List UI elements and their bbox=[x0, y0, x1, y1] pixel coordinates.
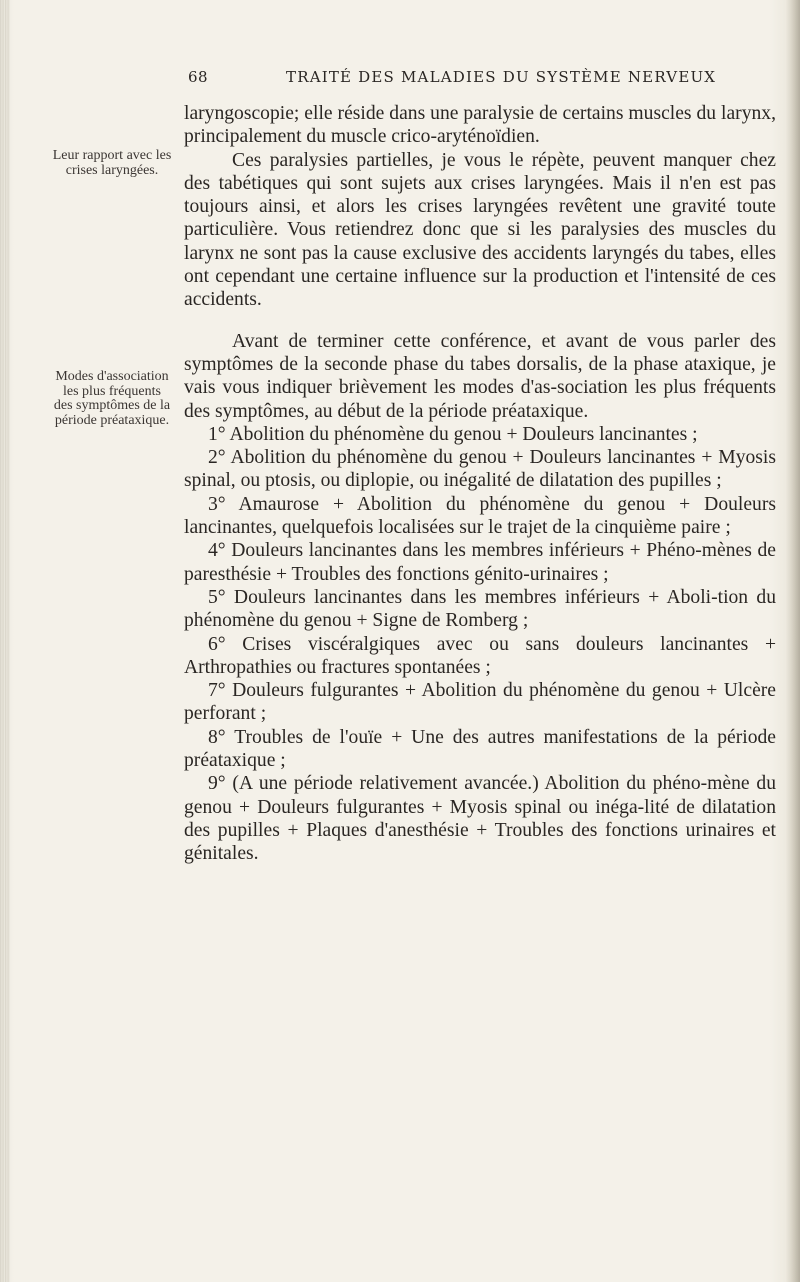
list-item-6: 6° Crises viscéralgiques avec ou sans douleurs lancinantes + Arthropathies ou fractures spontanées ; bbox=[184, 633, 776, 678]
list-item-5: 5° Douleurs lancinantes dans les membres inférieurs + Aboli-tion du phénomène du genou + Signe de Romberg ; bbox=[184, 586, 776, 632]
running-header bbox=[0, 68, 800, 90]
paragraph-continuation: laryngoscopie; elle réside dans une paralysie de certains muscles du larynx, principalement du muscle crico-aryténoïdien. bbox=[184, 103, 776, 148]
list-item-8: 8° Troubles de l'ouïe + Une des autres manifestations de la période préataxique ; bbox=[184, 726, 776, 772]
list-item-4: 4° Douleurs lancinantes dans les membres inférieurs + Phéno-mènes de paresthésie + Troubles des fonctions génito-urinaires ; bbox=[184, 540, 776, 585]
margin-note-laryngeal-crises: Leur rapport avec les crises laryngées. bbox=[52, 148, 172, 178]
page-gutter-left bbox=[0, 0, 10, 1282]
list-item-7: 7° Douleurs fulgurantes + Abolition du phénomène du genou + Ulcère perforant ; bbox=[184, 680, 776, 725]
list-item-9: 9° (A une période relativement avancée.) Abolition du phéno-mène du genou + Douleurs fulgurantes + Myosis spinal ou inéga-lité de dilatation des pupilles + Plaques d'anesthésie + Troubles des fonctions urinaires et génitales. bbox=[184, 773, 776, 865]
paragraph-partial-paralyses: Ces paralysies partielles, je vous le répète, peuvent manquer chez des tabétiques qui sont sujets aux crises laryngées. Mais il n'en est pas toujours ainsi, et alors les crises laryngées revêtent une gravité toute particulière. Vous retiendrez donc que si les paralysies des muscles du larynx ne sont pas la cause exclusive des accidents laryngés du tabes, elles ont cependant une certaine influence sur la production et l'intensité de ces accidents. bbox=[184, 149, 776, 311]
running-title: TRAITÉ DES MALADIES DU SYSTÈME NERVEUX bbox=[286, 68, 717, 86]
list-item-2: 2° Abolition du phénomène du genou + Douleurs lancinantes + Myosis spinal, ou ptosis, ou diplopie, ou inégalité de dilatation des pupilles ; bbox=[184, 447, 776, 492]
body-text bbox=[184, 102, 776, 866]
paragraph-conference-end: Avant de terminer cette conférence, et avant de vous parler des symptômes de la seconde phase du tabes dorsalis, de la phase ataxique, je vais vous indiquer brièvement les modes d'as-sociation les plus fréquents des symptômes, au début de la période préataxique. bbox=[184, 330, 776, 422]
margin-note-association-modes: Modes d'association les plus fréquents des symptômes de la période préataxique. bbox=[53, 369, 171, 428]
page-number: 68 bbox=[188, 68, 209, 86]
page-edge-right bbox=[786, 0, 800, 1282]
list-item-1: 1° Abolition du phénomène du genou + Douleurs lancinantes ; bbox=[208, 423, 698, 445]
list-item-3: 3° Amaurose + Abolition du phénomène du genou + Douleurs lancinantes, quelquefois localisées sur le trajet de la cinquième paire ; bbox=[184, 493, 776, 539]
